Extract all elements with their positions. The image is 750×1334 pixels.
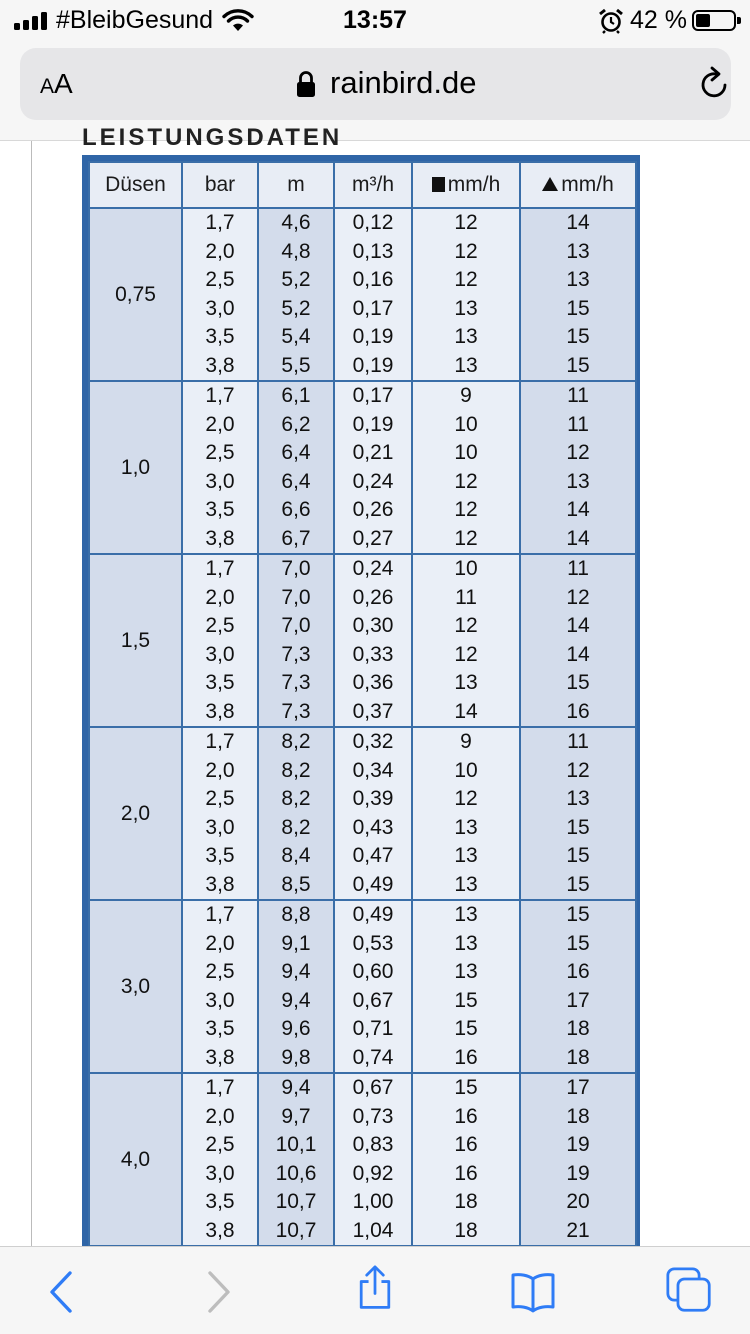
square-rate-value: 16 — [454, 1104, 478, 1128]
triangle-rate-value: 12 — [566, 758, 590, 782]
header-square-rate: mm/h — [412, 162, 520, 208]
radius-value: 8,2 — [281, 787, 311, 810]
table-row — [89, 208, 636, 381]
address-bar[interactable] — [20, 48, 731, 120]
triangle-rate-cell — [520, 727, 636, 900]
flow-cell — [334, 900, 412, 1073]
radius-value: 9,6 — [281, 1017, 311, 1040]
flow-cell — [334, 381, 412, 554]
flow-value: 0,43 — [352, 815, 394, 839]
header-radius: m — [258, 162, 334, 208]
bar-value: 3,5 — [205, 844, 235, 867]
triangle-rate-value: 16 — [566, 960, 590, 983]
square-rate-value: 15 — [454, 988, 478, 1012]
nozzle-size-cell: 3,0 — [89, 900, 182, 1073]
square-icon — [432, 177, 445, 192]
table-row — [89, 900, 636, 1073]
radius-value: 8,2 — [281, 815, 311, 839]
square-rate-value: 9 — [460, 730, 472, 753]
flow-value: 0,32 — [352, 730, 394, 753]
nozzle-size-cell: 0,75 — [89, 208, 182, 381]
text-size-small-label: A — [40, 75, 55, 98]
triangle-rate-cell — [520, 208, 636, 381]
radius-value: 5,4 — [281, 325, 311, 348]
flow-value: 0,26 — [352, 498, 394, 521]
triangle-rate-value: 15 — [566, 353, 590, 377]
radius-value: 7,0 — [281, 614, 311, 637]
square-rate-cell — [412, 381, 520, 554]
square-rate-value: 12 — [454, 526, 478, 550]
radius-value: 5,5 — [281, 353, 311, 377]
triangle-rate-value: 14 — [566, 614, 590, 637]
flow-value: 0,53 — [352, 931, 394, 955]
bar-value: 3,8 — [205, 1045, 235, 1069]
share-icon[interactable] — [352, 1265, 398, 1311]
bar-value: 2,5 — [205, 614, 235, 637]
flow-value: 0,21 — [352, 441, 394, 464]
flow-value: 0,19 — [352, 325, 394, 348]
flow-cell — [334, 554, 412, 727]
text-size-large-label: A — [54, 68, 73, 99]
flow-value: 0,19 — [352, 412, 394, 436]
bar-value: 3,0 — [205, 296, 235, 320]
bar-value: 3,5 — [205, 1017, 235, 1040]
radius-value: 7,0 — [281, 585, 311, 609]
square-rate-value: 13 — [454, 815, 478, 839]
radius-value: 5,2 — [281, 268, 311, 291]
performance-table — [88, 161, 637, 1247]
square-rate-value: 13 — [454, 844, 478, 867]
bar-value: 2,0 — [205, 931, 235, 955]
flow-value: 0,17 — [352, 296, 394, 320]
bar-value: 2,5 — [205, 787, 235, 810]
radius-value: 8,5 — [281, 872, 311, 896]
bar-cell — [182, 381, 258, 554]
radius-value: 6,2 — [281, 412, 311, 436]
triangle-rate-value: 19 — [566, 1161, 590, 1185]
flow-value: 0,92 — [352, 1161, 394, 1185]
triangle-rate-value: 18 — [566, 1104, 590, 1128]
flow-value: 0,49 — [352, 872, 394, 896]
bar-value: 3,8 — [205, 699, 235, 723]
square-rate-value: 15 — [454, 1017, 478, 1040]
lock-icon — [296, 70, 316, 98]
square-rate-value: 16 — [454, 1045, 478, 1069]
flow-value: 0,37 — [352, 699, 394, 723]
flow-value: 1,00 — [352, 1190, 394, 1213]
bar-value: 1,7 — [205, 1076, 235, 1099]
triangle-rate-value: 15 — [566, 296, 590, 320]
square-rate-value: 13 — [454, 325, 478, 348]
nozzle-size-cell: 4,0 — [89, 1073, 182, 1246]
flow-value: 0,83 — [352, 1133, 394, 1156]
flow-value: 0,27 — [352, 526, 394, 550]
triangle-rate-value: 13 — [566, 787, 590, 810]
battery-icon — [692, 10, 736, 31]
bar-cell — [182, 1073, 258, 1246]
radius-value: 8,8 — [281, 903, 311, 926]
bar-value: 2,0 — [205, 585, 235, 609]
table-row — [89, 1073, 636, 1246]
square-rate-value: 13 — [454, 872, 478, 896]
bar-value: 2,0 — [205, 412, 235, 436]
triangle-rate-value: 12 — [566, 585, 590, 609]
square-rate-value: 10 — [454, 758, 478, 782]
section-heading: LEISTUNGSDATEN — [82, 124, 343, 151]
square-rate-value: 14 — [454, 699, 478, 723]
page-border — [31, 141, 32, 1247]
square-rate-value: 10 — [454, 441, 478, 464]
radius-value: 9,1 — [281, 931, 311, 955]
square-rate-value: 12 — [454, 239, 478, 263]
bar-value: 3,5 — [205, 325, 235, 348]
bar-value: 2,5 — [205, 441, 235, 464]
radius-value: 10,7 — [275, 1218, 317, 1242]
triangle-rate-value: 13 — [566, 268, 590, 291]
square-rate-value: 12 — [454, 498, 478, 521]
square-rate-value: 13 — [454, 903, 478, 926]
square-rate-cell — [412, 727, 520, 900]
radius-cell — [258, 900, 334, 1073]
radius-value: 7,3 — [281, 642, 311, 666]
flow-value: 0,30 — [352, 614, 394, 637]
bar-cell — [182, 208, 258, 381]
triangle-rate-value: 15 — [566, 815, 590, 839]
triangle-rate-value: 13 — [566, 469, 590, 493]
triangle-rate-value: 15 — [566, 844, 590, 867]
flow-value: 0,73 — [352, 1104, 394, 1128]
triangle-rate-value: 19 — [566, 1133, 590, 1156]
bar-value: 3,5 — [205, 671, 235, 694]
square-rate-value: 12 — [454, 787, 478, 810]
nozzle-size-cell: 1,5 — [89, 554, 182, 727]
radius-value: 5,2 — [281, 296, 311, 320]
bar-value: 3,8 — [205, 353, 235, 377]
status-time: 13:57 — [343, 6, 407, 34]
square-rate-value: 10 — [454, 412, 478, 436]
triangle-rate-cell — [520, 1073, 636, 1246]
radius-value: 8,2 — [281, 730, 311, 753]
table-header-row — [89, 162, 636, 208]
flow-value: 0,34 — [352, 758, 394, 782]
header-bar: bar — [182, 162, 258, 208]
square-rate-value: 13 — [454, 296, 478, 320]
triangle-rate-value: 11 — [567, 412, 589, 436]
bar-value: 3,8 — [205, 526, 235, 550]
flow-value: 1,04 — [352, 1218, 394, 1242]
square-rate-value: 15 — [454, 1076, 478, 1099]
flow-value: 0,17 — [352, 384, 394, 407]
triangle-rate-value: 12 — [566, 441, 590, 464]
flow-cell — [334, 1073, 412, 1246]
triangle-rate-value: 16 — [566, 699, 590, 723]
triangle-rate-value: 17 — [566, 988, 590, 1012]
triangle-rate-cell — [520, 554, 636, 727]
bar-value: 3,0 — [205, 469, 235, 493]
triangle-rate-cell — [520, 381, 636, 554]
square-rate-value: 13 — [454, 960, 478, 983]
square-rate-value: 12 — [454, 642, 478, 666]
carrier-name: #BleibGesund — [56, 6, 214, 34]
square-rate-value: 12 — [454, 211, 478, 234]
flow-value: 0,12 — [352, 211, 394, 234]
bar-value: 1,7 — [205, 384, 235, 407]
header-nozzle: Düsen — [89, 162, 182, 208]
radius-cell — [258, 727, 334, 900]
bookmarks-icon[interactable] — [510, 1269, 556, 1315]
triangle-rate-value: 11 — [567, 557, 589, 580]
bar-value: 2,5 — [205, 1133, 235, 1156]
browser-toolbar — [0, 1246, 750, 1334]
bar-value: 3,0 — [205, 1161, 235, 1185]
battery-fill — [696, 14, 710, 27]
triangle-rate-value: 15 — [566, 325, 590, 348]
square-rate-value: 16 — [454, 1133, 478, 1156]
radius-value: 7,3 — [281, 699, 311, 723]
radius-value: 9,7 — [281, 1104, 311, 1128]
radius-value: 6,6 — [281, 498, 311, 521]
alarm-icon — [598, 8, 624, 34]
bar-value: 2,0 — [205, 1104, 235, 1128]
triangle-rate-value: 15 — [566, 903, 590, 926]
triangle-rate-value: 11 — [567, 730, 589, 753]
nozzle-size-cell: 1,0 — [89, 381, 182, 554]
radius-value: 7,0 — [281, 557, 311, 580]
radius-value: 6,4 — [281, 441, 311, 464]
text-size-button[interactable] — [40, 68, 73, 100]
flow-value: 0,19 — [352, 353, 394, 377]
triangle-rate-value: 18 — [566, 1017, 590, 1040]
table-row — [89, 381, 636, 554]
bar-cell — [182, 727, 258, 900]
square-rate-value: 12 — [454, 268, 478, 291]
header-flow: m³/h — [334, 162, 412, 208]
square-rate-value: 13 — [454, 671, 478, 694]
bar-value: 3,5 — [205, 1190, 235, 1213]
flow-value: 0,71 — [352, 1017, 394, 1040]
bar-value: 3,8 — [205, 872, 235, 896]
square-rate-value: 11 — [455, 585, 477, 609]
flow-value: 0,26 — [352, 585, 394, 609]
triangle-rate-value: 15 — [566, 931, 590, 955]
triangle-rate-value: 14 — [566, 211, 590, 234]
flow-value: 0,24 — [352, 469, 394, 493]
triangle-rate-value: 17 — [566, 1076, 590, 1099]
table-row — [89, 727, 636, 900]
bar-cell — [182, 554, 258, 727]
radius-value: 10,7 — [275, 1190, 317, 1213]
flow-value: 0,36 — [352, 671, 394, 694]
header-triangle-rate: mm/h — [520, 162, 636, 208]
radius-value: 7,3 — [281, 671, 311, 694]
triangle-rate-value: 15 — [566, 671, 590, 694]
flow-value: 0,47 — [352, 844, 394, 867]
bar-value: 1,7 — [205, 557, 235, 580]
triangle-rate-value: 15 — [566, 872, 590, 896]
battery-percent: 42 % — [630, 6, 687, 34]
radius-value: 4,8 — [281, 239, 311, 263]
bar-value: 1,7 — [205, 903, 235, 926]
square-rate-value: 12 — [454, 614, 478, 637]
square-rate-cell — [412, 1073, 520, 1246]
table-row — [89, 554, 636, 727]
back-icon[interactable] — [40, 1269, 86, 1315]
flow-cell — [334, 727, 412, 900]
radius-value: 9,4 — [281, 988, 311, 1012]
bar-cell — [182, 900, 258, 1073]
square-rate-value: 18 — [454, 1218, 478, 1242]
square-rate-value: 16 — [454, 1161, 478, 1185]
flow-value: 0,74 — [352, 1045, 394, 1069]
radius-value: 4,6 — [281, 211, 311, 234]
square-rate-cell — [412, 900, 520, 1073]
triangle-rate-value: 14 — [566, 526, 590, 550]
radius-value: 6,7 — [281, 526, 311, 550]
radius-cell — [258, 1073, 334, 1246]
flow-value: 0,24 — [352, 557, 394, 580]
triangle-rate-value: 14 — [566, 642, 590, 666]
forward-icon[interactable] — [194, 1269, 240, 1315]
radius-value: 10,1 — [275, 1133, 317, 1156]
square-rate-value: 18 — [454, 1190, 478, 1213]
triangle-rate-value: 21 — [566, 1218, 590, 1242]
square-rate-value: 13 — [454, 353, 478, 377]
radius-cell — [258, 208, 334, 381]
flow-value: 0,16 — [352, 268, 394, 291]
flow-value: 0,49 — [352, 903, 394, 926]
flow-value: 0,67 — [352, 988, 394, 1012]
bar-value: 2,5 — [205, 268, 235, 291]
flow-value: 0,60 — [352, 960, 394, 983]
triangle-rate-value: 20 — [566, 1190, 590, 1213]
triangle-rate-value: 13 — [566, 239, 590, 263]
flow-cell — [334, 208, 412, 381]
radius-value: 9,4 — [281, 960, 311, 983]
radius-value: 8,2 — [281, 758, 311, 782]
web-page — [0, 124, 750, 1246]
square-rate-value: 13 — [454, 931, 478, 955]
triangle-rate-cell — [520, 900, 636, 1073]
tabs-icon[interactable] — [666, 1267, 712, 1313]
radius-cell — [258, 381, 334, 554]
bar-value: 2,0 — [205, 239, 235, 263]
radius-value: 6,4 — [281, 469, 311, 493]
square-rate-value: 12 — [454, 469, 478, 493]
triangle-icon — [542, 177, 558, 191]
reload-icon[interactable] — [699, 66, 731, 100]
flow-value: 0,39 — [352, 787, 394, 810]
bar-value: 3,0 — [205, 988, 235, 1012]
triangle-rate-value: 18 — [566, 1045, 590, 1069]
radius-cell — [258, 554, 334, 727]
status-bar — [0, 0, 750, 42]
square-rate-cell — [412, 208, 520, 381]
bar-value: 3,8 — [205, 1218, 235, 1242]
nozzle-size-cell: 2,0 — [89, 727, 182, 900]
flow-value: 0,13 — [352, 239, 394, 263]
square-rate-value: 9 — [460, 384, 472, 407]
square-rate-cell — [412, 554, 520, 727]
square-rate-value: 10 — [454, 557, 478, 580]
radius-value: 8,4 — [281, 844, 311, 867]
bar-value: 1,7 — [205, 211, 235, 234]
bar-value: 3,0 — [205, 642, 235, 666]
flow-value: 0,33 — [352, 642, 394, 666]
bar-value: 3,0 — [205, 815, 235, 839]
bar-value: 2,5 — [205, 960, 235, 983]
bar-value: 3,5 — [205, 498, 235, 521]
radius-value: 6,1 — [281, 384, 311, 407]
bar-value: 1,7 — [205, 730, 235, 753]
flow-value: 0,67 — [352, 1076, 394, 1099]
url-domain[interactable]: rainbird.de — [330, 65, 477, 100]
radius-value: 9,4 — [281, 1076, 311, 1099]
radius-value: 9,8 — [281, 1045, 311, 1069]
radius-value: 10,6 — [275, 1161, 317, 1185]
triangle-rate-value: 14 — [566, 498, 590, 521]
performance-table-frame — [82, 155, 640, 1265]
triangle-rate-value: 11 — [567, 384, 589, 407]
bar-value: 2,0 — [205, 758, 235, 782]
